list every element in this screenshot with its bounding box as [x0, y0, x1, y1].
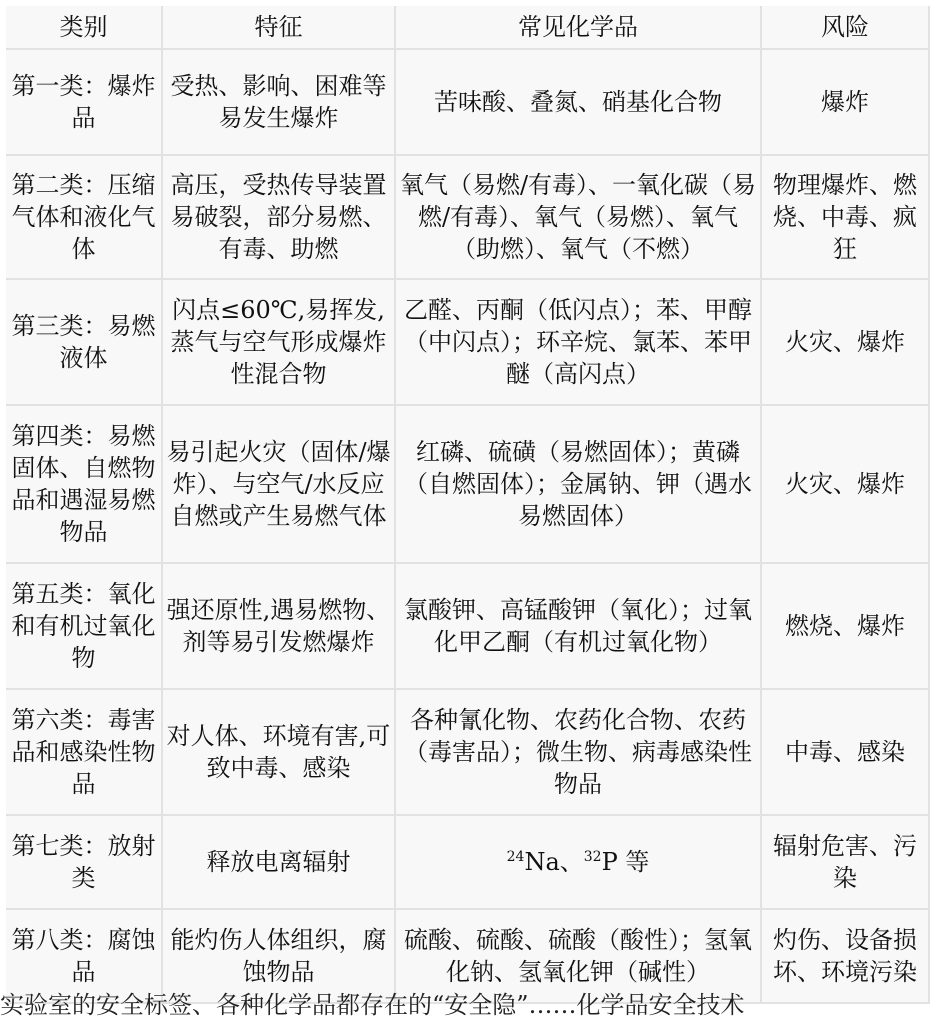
category-cell: 第一类：爆炸品	[6, 50, 163, 156]
category-cell: 第三类：易燃液体	[6, 280, 163, 406]
chemicals-cell: 氯酸钾、高锰酸钾（氧化）；过氧化甲乙酮（有机过氧化物）	[396, 564, 762, 690]
feature-cell: 对人体、环境有害,可致中毒、感染	[163, 690, 396, 816]
chemicals-cell	[396, 816, 762, 910]
hazard-classification-table	[6, 6, 930, 1004]
chemicals-cell: 乙醛、丙酮（低闪点）；苯、甲醇（中闪点）；环辛烷、氯苯、苯甲醚（高闪点）	[396, 280, 762, 406]
table-row	[6, 564, 930, 690]
table-header-row	[6, 6, 930, 50]
isotope-mass-number: 32	[583, 849, 602, 865]
feature-cell: 释放电离辐射	[163, 816, 396, 910]
category-cell: 第四类：易燃固体、自燃物品和遇湿易燃物品	[6, 406, 163, 564]
table-row	[6, 816, 930, 910]
header-chemicals: 常见化学品	[396, 6, 762, 50]
risk-cell: 物理爆炸、燃烧、中毒、疯狂	[762, 156, 930, 280]
risk-cell: 灼伤、设备损坏、环境污染	[762, 910, 930, 1004]
chemicals-cell: 红磷、硫磺（易燃固体）；黄磷（自燃固体）；金属钠、钾（遇水易燃固体）	[396, 406, 762, 564]
isotope-mass-number: 24	[506, 849, 525, 865]
table-row	[6, 156, 930, 280]
chemicals-cell: 苦味酸、叠氮、硝基化合物	[396, 50, 762, 156]
feature-cell: 受热、影响、困难等易发生爆炸	[163, 50, 396, 156]
chemicals-cell: 氧气（易燃/有毒）、一氧化碳（易燃/有毒）、氧气（易燃）、氧气（助燃）、氧气（不燃）	[396, 156, 762, 280]
footer-text-fragment: 实验室的安全标签、各种化学品都存在的“安全隐”……化学品安全技术	[0, 991, 745, 1019]
feature-cell: 强还原性,遇易燃物、剂等易引发燃爆炸	[163, 564, 396, 690]
isotope-element: Na、	[524, 848, 584, 876]
category-cell: 第五类：氧化和有机过氧化物	[6, 564, 163, 690]
risk-cell: 爆炸	[762, 50, 930, 156]
table-row	[6, 280, 930, 406]
category-cell: 第六类：毒害品和感染性物品	[6, 690, 163, 816]
feature-cell: 易引起火灾（固体/爆炸）、与空气/水反应自燃或产生易燃气体	[163, 406, 396, 564]
table-row	[6, 50, 930, 156]
table-row	[6, 406, 930, 564]
risk-cell: 火灾、爆炸	[762, 280, 930, 406]
header-category: 类别	[6, 6, 163, 50]
isotope-element: P 等	[601, 848, 650, 876]
risk-cell: 火灾、爆炸	[762, 406, 930, 564]
category-cell: 第七类：放射类	[6, 816, 163, 910]
feature-cell: 闪点≤60℃,易挥发,蒸气与空气形成爆炸性混合物	[163, 280, 396, 406]
category-cell: 第二类：压缩气体和液化气体	[6, 156, 163, 280]
risk-cell: 中毒、感染	[762, 690, 930, 816]
risk-cell: 燃烧、爆炸	[762, 564, 930, 690]
chemicals-cell: 各种氰化物、农药化合物、农药（毒害品）；微生物、病毒感染性物品	[396, 690, 762, 816]
category-cell: 第八类：腐蚀品	[6, 910, 163, 1004]
risk-cell: 辐射危害、污染	[762, 816, 930, 910]
header-risk: 风险	[762, 6, 930, 50]
table-row	[6, 690, 930, 816]
header-feature: 特征	[163, 6, 396, 50]
feature-cell: 能灼伤人体组织，腐蚀物品	[163, 910, 396, 1004]
chemicals-cell: 硫酸、硫酸、硫酸（酸性）；氢氧化钠、氢氧化钾（碱性）	[396, 910, 762, 1004]
feature-cell: 高压，受热传导装置易破裂，部分易燃、有毒、助燃	[163, 156, 396, 280]
